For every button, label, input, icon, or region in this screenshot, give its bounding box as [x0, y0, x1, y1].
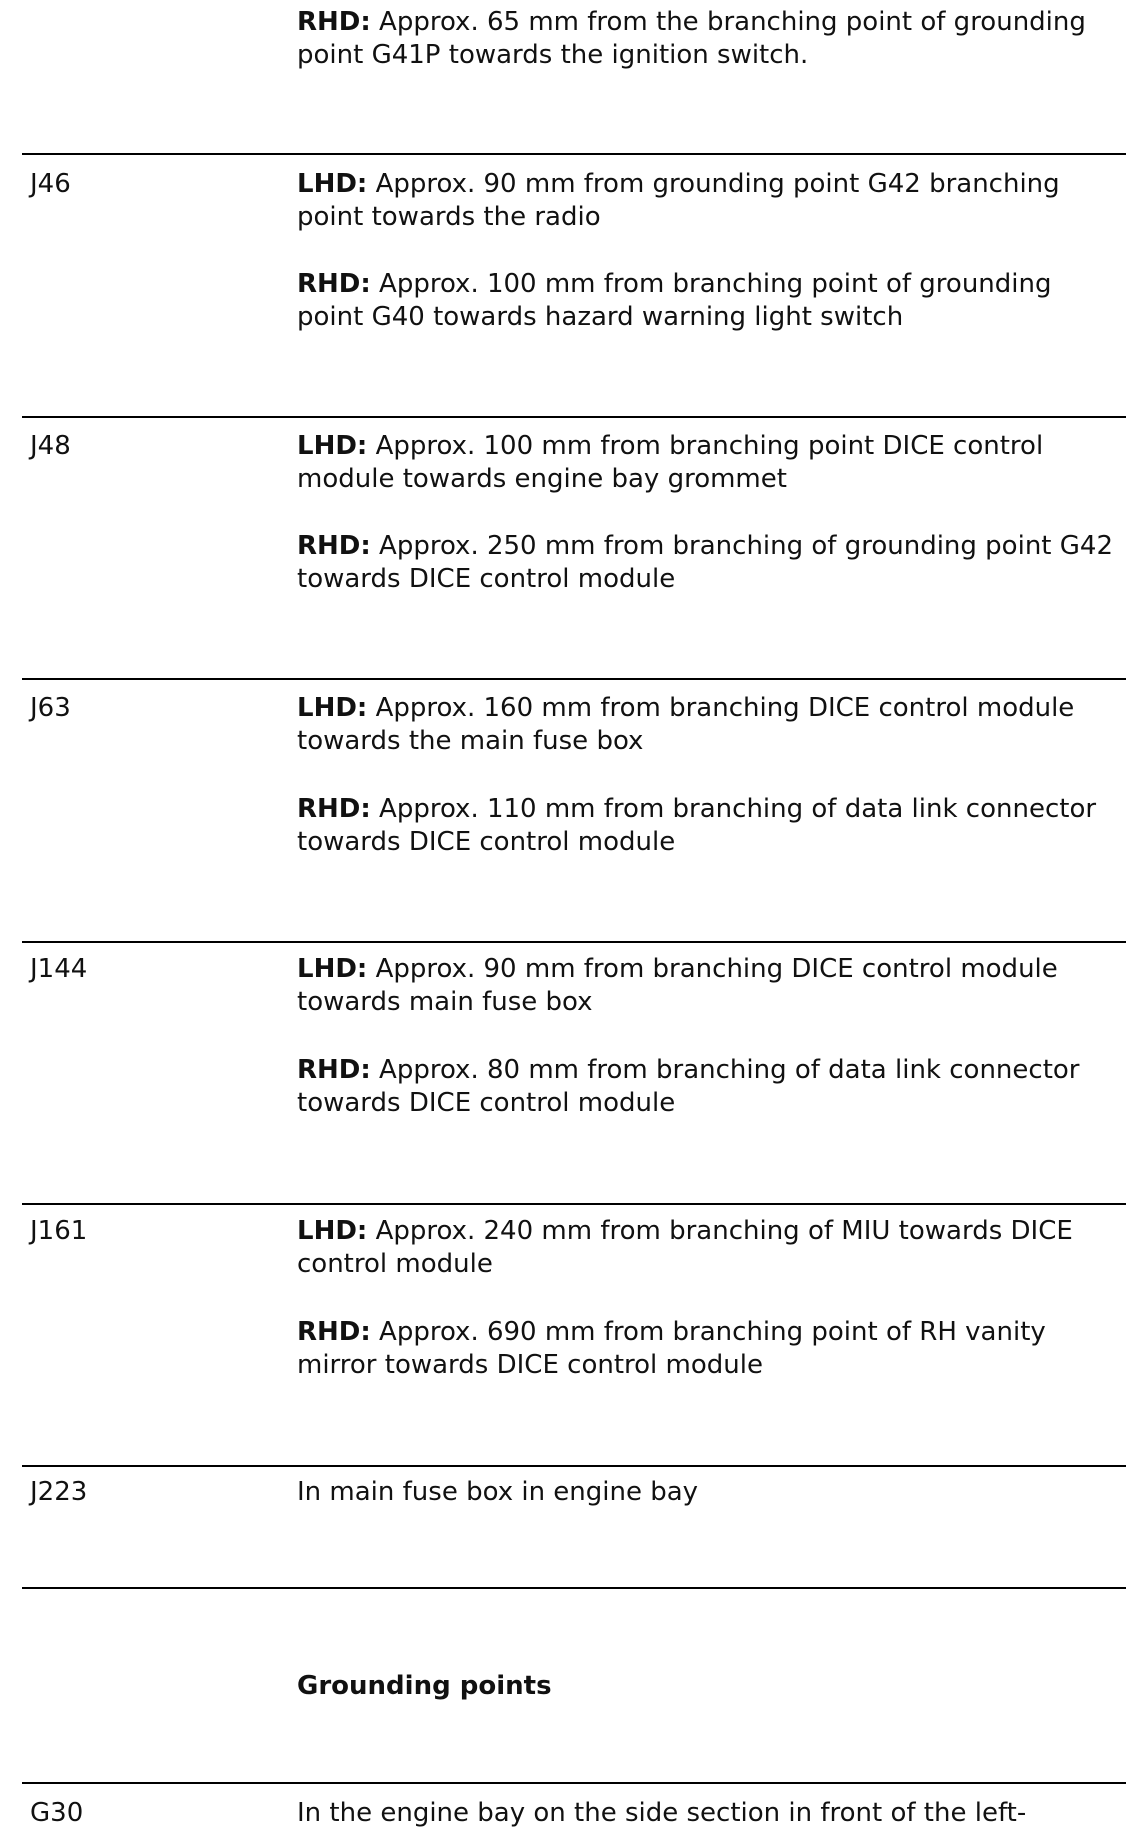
- row-divider: [22, 416, 1126, 418]
- section-heading: Grounding points: [297, 1671, 552, 1701]
- rhd-paragraph: [297, 793, 1117, 859]
- rhd-label: RHD:: [297, 7, 371, 37]
- rhd-text: Approx. 65 mm from the branching point of grounding point G41P towards the ignition switch.: [297, 7, 1086, 70]
- row-divider: [22, 678, 1126, 680]
- rhd-text: Approx. 690 mm from branching point of RH vanity mirror towards DICE control module: [297, 1317, 1046, 1380]
- location-text: In main fuse box in engine bay: [297, 1477, 699, 1507]
- lhd-label: LHD:: [297, 169, 368, 199]
- component-code: J63: [30, 693, 71, 723]
- rhd-label: RHD:: [297, 269, 371, 299]
- lhd-paragraph: [297, 953, 1117, 1019]
- intro-rhd-paragraph: [297, 6, 1117, 72]
- rhd-label: RHD:: [297, 1317, 371, 1347]
- lhd-text: Approx. 160 mm from branching DICE control module towards the main fuse box: [297, 693, 1075, 756]
- lhd-label: LHD:: [297, 1216, 368, 1246]
- rhd-paragraph: [297, 1316, 1117, 1382]
- row-divider: [22, 1203, 1126, 1205]
- lhd-label: LHD:: [297, 954, 368, 984]
- location-text: In the engine bay on the side section in front of the left-: [297, 1798, 1027, 1828]
- lhd-paragraph: [297, 1215, 1117, 1281]
- lhd-text: Approx. 90 mm from grounding point G42 branching point towards the radio: [297, 169, 1060, 232]
- rhd-paragraph: [297, 1054, 1117, 1120]
- rhd-label: RHD:: [297, 1055, 371, 1085]
- rhd-paragraph: [297, 530, 1117, 596]
- component-code: G30: [30, 1798, 84, 1828]
- lhd-label: LHD:: [297, 431, 368, 461]
- rhd-text: Approx. 110 mm from branching of data link connector towards DICE control module: [297, 794, 1097, 857]
- row-divider: [22, 1782, 1126, 1784]
- lhd-text: Approx. 240 mm from branching of MIU towards DICE control module: [297, 1216, 1073, 1279]
- lhd-text: Approx. 100 mm from branching point DICE control module towards engine bay grommet: [297, 431, 1044, 494]
- rhd-text: Approx. 100 mm from branching point of grounding point G40 towards hazard warning light switch: [297, 269, 1052, 332]
- row-divider: [22, 1465, 1126, 1467]
- rhd-label: RHD:: [297, 794, 371, 824]
- lhd-paragraph: [297, 168, 1117, 234]
- lhd-paragraph: [297, 692, 1117, 758]
- rhd-paragraph: [297, 268, 1117, 334]
- lhd-text: Approx. 90 mm from branching DICE control module towards main fuse box: [297, 954, 1058, 1017]
- rhd-text: Approx. 80 mm from branching of data link connector towards DICE control module: [297, 1055, 1080, 1118]
- component-code: J223: [30, 1477, 88, 1507]
- lhd-paragraph: [297, 430, 1117, 496]
- row-divider: [22, 153, 1126, 155]
- component-code: J46: [30, 169, 71, 199]
- component-code: J161: [30, 1216, 88, 1246]
- rhd-label: RHD:: [297, 531, 371, 561]
- row-divider: [22, 941, 1126, 943]
- lhd-label: LHD:: [297, 693, 368, 723]
- component-code: J48: [30, 431, 71, 461]
- section-divider: [22, 1587, 1126, 1589]
- component-code: J144: [30, 954, 88, 984]
- rhd-text: Approx. 250 mm from branching of grounding point G42 towards DICE control module: [297, 531, 1113, 594]
